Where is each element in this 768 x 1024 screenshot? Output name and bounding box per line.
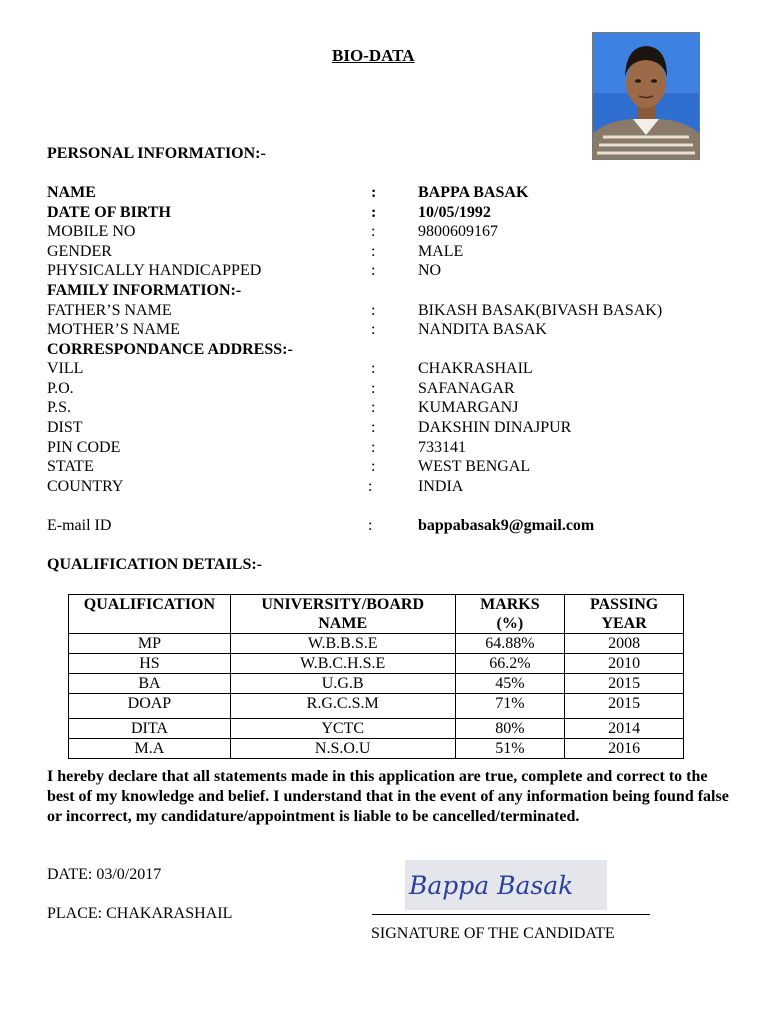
field-value: WEST BENGAL xyxy=(418,458,531,475)
signature-line xyxy=(372,914,650,915)
field-label: P.S. xyxy=(47,399,72,416)
colon: : xyxy=(371,243,376,260)
table-cell: 2008 xyxy=(565,634,684,654)
field-label: PIN CODE xyxy=(47,439,121,456)
field-value: BIKASH BASAK(BIVASH BASAK) xyxy=(418,302,663,319)
candidate-photo xyxy=(592,32,700,160)
header-line: QUALIFICATION xyxy=(83,596,216,613)
table-cell: W.B.B.S.E xyxy=(230,634,455,654)
signature-image xyxy=(405,860,607,910)
header-line: YEAR xyxy=(601,615,647,632)
field-label: NAME xyxy=(47,184,96,201)
header-line: (%) xyxy=(496,615,524,632)
field-label: E-mail ID xyxy=(47,517,112,534)
field-label: MOTHER’S NAME xyxy=(47,321,180,338)
table-cell: 80% xyxy=(455,719,565,739)
field-value: SAFANAGAR xyxy=(418,380,515,397)
colon: : xyxy=(371,458,376,475)
field-country xyxy=(0,478,768,498)
signature-text: Bappa Basak xyxy=(409,871,574,900)
header-line: NAME xyxy=(318,615,368,632)
field-vill xyxy=(0,360,768,380)
field-label: P.O. xyxy=(47,380,74,397)
field-label: MOBILE NO xyxy=(47,223,136,240)
field-label: PHYSICALLY HANDICAPPED xyxy=(47,262,262,279)
declaration-text: I hereby declare that all statements made in this application are true, complete and correct to the best of my knowledge and belief. I understand that in the event of any information being found false or incorrect, my candidature/appointment is liable to be cancelled/terminated. xyxy=(47,768,729,825)
table-row xyxy=(69,739,684,759)
header-line: UNIVERSITY/BOARD xyxy=(261,596,425,613)
table-cell: 2015 xyxy=(565,694,684,719)
field-dist xyxy=(0,419,768,439)
table-cell: R.G.C.S.M xyxy=(230,694,455,719)
field-label: DIST xyxy=(47,419,83,436)
qualification-table xyxy=(68,594,684,759)
place-line: PLACE: CHAKARASHAIL xyxy=(47,905,233,922)
field-value: 733141 xyxy=(418,439,466,456)
field-physically-handicapped xyxy=(0,262,768,282)
table-cell: W.B.C.H.S.E xyxy=(230,654,455,674)
table-cell: BA xyxy=(69,674,231,694)
header-marks xyxy=(455,595,565,634)
field-ps xyxy=(0,399,768,419)
table-cell: 66.2% xyxy=(455,654,565,674)
field-value: KUMARGANJ xyxy=(418,399,519,416)
table-cell: 51% xyxy=(455,739,565,759)
field-name xyxy=(0,184,768,204)
table-cell: DITA xyxy=(69,719,231,739)
table-row xyxy=(69,634,684,654)
colon: : xyxy=(371,321,376,338)
section-qualification-details: QUALIFICATION DETAILS:- xyxy=(47,556,262,573)
colon: : xyxy=(371,262,376,279)
field-mother-name xyxy=(0,321,768,341)
colon: : xyxy=(371,399,376,416)
field-label: COUNTRY xyxy=(47,478,124,495)
field-label: STATE xyxy=(47,458,94,475)
table-row xyxy=(69,719,684,739)
table-header-row xyxy=(69,595,684,634)
table-row xyxy=(69,654,684,674)
colon: : xyxy=(371,380,376,397)
table-cell: 2014 xyxy=(565,719,684,739)
table-cell: 71% xyxy=(455,694,565,719)
table-cell: 45% xyxy=(455,674,565,694)
colon: : xyxy=(371,223,376,240)
table-cell: M.A xyxy=(69,739,231,759)
header-university-board xyxy=(230,595,455,634)
section-personal-information: PERSONAL INFORMATION:- xyxy=(47,145,266,162)
field-date-of-birth xyxy=(0,204,768,224)
field-value: NO xyxy=(418,262,442,279)
portrait-image xyxy=(593,33,699,159)
table-row xyxy=(69,694,684,719)
field-value: DAKSHIN DINAJPUR xyxy=(418,419,572,436)
table-cell: MP xyxy=(69,634,231,654)
section-family-information: FAMILY INFORMATION:- xyxy=(47,282,242,299)
header-passing-year xyxy=(565,595,684,634)
field-label: DATE OF BIRTH xyxy=(47,204,171,221)
field-value: 9800609167 xyxy=(418,223,498,240)
colon: : xyxy=(371,302,376,319)
colon: : xyxy=(368,478,373,495)
handwritten-signature xyxy=(405,860,607,910)
table-cell: YCTC xyxy=(230,719,455,739)
field-po xyxy=(0,380,768,400)
table-cell: HS xyxy=(69,654,231,674)
table-cell: 2016 xyxy=(565,739,684,759)
field-value: BAPPA BASAK xyxy=(418,184,529,201)
field-label: FATHER’S NAME xyxy=(47,302,172,319)
table-cell: N.S.O.U xyxy=(230,739,455,759)
field-value: NANDITA BASAK xyxy=(418,321,547,338)
table-cell: DOAP xyxy=(69,694,231,719)
table-cell: U.G.B xyxy=(230,674,455,694)
field-pin-code xyxy=(0,439,768,459)
colon: : xyxy=(371,419,376,436)
field-label: GENDER xyxy=(47,243,112,260)
field-value: INDIA xyxy=(418,478,464,495)
field-email xyxy=(0,517,768,537)
field-value: MALE xyxy=(418,243,464,260)
colon: : xyxy=(368,517,373,534)
colon: : xyxy=(371,360,376,377)
colon: : xyxy=(371,204,377,221)
colon: : xyxy=(371,439,376,456)
section-correspondance-address: CORRESPONDANCE ADDRESS:- xyxy=(47,341,293,358)
field-state xyxy=(0,458,768,478)
field-value: bappabasak9@gmail.com xyxy=(418,517,595,534)
table-cell: 2015 xyxy=(565,674,684,694)
signature-label: SIGNATURE OF THE CANDIDATE xyxy=(371,925,615,942)
field-mobile xyxy=(0,223,768,243)
date-line: DATE: 03/0/2017 xyxy=(47,866,162,883)
header-qualification xyxy=(69,595,231,634)
field-gender xyxy=(0,243,768,263)
field-label: VILL xyxy=(47,360,84,377)
table-cell: 2010 xyxy=(565,654,684,674)
header-line: PASSING xyxy=(590,596,659,613)
header-line: MARKS xyxy=(480,596,540,613)
table-row xyxy=(69,674,684,694)
field-value: CHAKRASHAIL xyxy=(418,360,533,377)
page-title: BIO-DATA xyxy=(332,46,415,65)
table-cell: 64.88% xyxy=(455,634,565,654)
colon: : xyxy=(371,184,377,201)
field-value: 10/05/1992 xyxy=(418,204,491,221)
field-father-name xyxy=(0,302,768,322)
